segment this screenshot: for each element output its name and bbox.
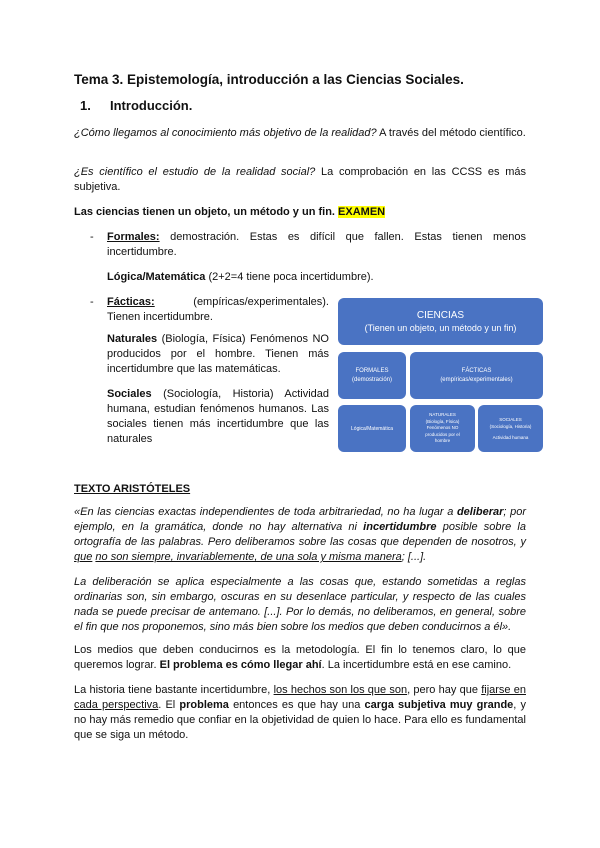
diagram-sociales-line3: Actividad humana <box>492 435 529 440</box>
para2-part-d: entonces es que hay una <box>228 699 365 711</box>
section-number: 1. <box>80 98 91 113</box>
q2-question: ¿Es científico el estudio de la realidad social? <box>74 166 316 178</box>
paragraph-q1 <box>74 126 526 141</box>
quote1-incertidumbre: incertidumbre <box>363 521 437 533</box>
logica-text: (2+2=4 tiene poca incertidumbre). <box>205 271 374 283</box>
diagram-formales-title: FORMALES <box>355 367 389 374</box>
facticas-text: (empíricas/experimentales). Tienen incertidumbre. <box>107 296 329 323</box>
diagram-naturales-line3: Fenómenos NO <box>426 425 459 431</box>
para2-part-c: . El <box>158 699 180 711</box>
quote1-underlined: no son siempre, invariablemente, de una sola y misma manera <box>95 551 402 563</box>
texto-aristoteles-heading: TEXTO ARISTÓTELES <box>74 483 191 495</box>
logica-label: Lógica/Matemática <box>107 271 206 283</box>
para1-part-a: Los medios que deben conducirnos es la metodología. El fin lo tenemos claro, lo que queremos lograr. <box>74 644 526 671</box>
diagram-logica-title: Lógica/Matemática <box>351 425 393 432</box>
ciencias-heading <box>74 206 385 218</box>
paragraph-q2 <box>74 165 526 195</box>
diagram-naturales-box <box>410 405 475 452</box>
quote-2: La deliberación se aplica especialmente a las cosas que, estando sometidas a reglas ordinarias son, sin embargo, oscuras en su desenlace particular, y respecto de las cuales nada se puede precisar de antemano. [...]. Por lo demás, no deliberamos, en general, sobre el fin que nos proponemos, sino más bien sobre los medios que deben conducirnos a él». <box>74 576 526 633</box>
para1-part-b: . La incertidumbre está en ese camino. <box>321 659 512 671</box>
para2-underline-2: fijarse en cada perspectiva <box>74 684 526 711</box>
naturales-label: Naturales <box>107 333 158 345</box>
para2-part-b: , pero hay que <box>407 684 482 696</box>
sociales-item <box>107 387 329 447</box>
examen-highlight: EXAMEN <box>338 206 386 218</box>
para2-bold-2: carga subjetiva muy grande <box>364 699 514 711</box>
sociales-label: Sociales <box>107 388 152 400</box>
para1-bold: El problema es cómo llegar ahí <box>159 659 322 671</box>
formales-label: Formales: <box>107 231 160 243</box>
diagram-root-box <box>338 298 543 345</box>
diagram-facticas-subtitle: (empíricas/experimentales) <box>440 376 513 383</box>
quote1-part-b: ; por ejemplo, en la gramática, donde no hay alternativa ni <box>74 506 526 533</box>
naturales-text: (Biología, Física) Fenómenos NO producidos por el hombre. Tienen más incertidumbre que las matemáticas. <box>107 333 329 375</box>
para2-part-a: La historia tiene bastante incertidumbre, <box>74 684 274 696</box>
naturales-item <box>107 332 329 377</box>
quote1-part-a: «En las ciencias exactas independientes de toda arbitrariedad, no ha lugar a <box>74 506 457 518</box>
para2-part-e: , y no hay más remedio que confiar en la objetividad de quien lo hace. Para ello es fundamental que se siga un método. <box>74 699 527 741</box>
diagram-naturales-line5: hombre <box>434 438 451 444</box>
formales-item <box>107 230 526 260</box>
diagram-formales-box <box>338 352 406 399</box>
quote1-part-e: ; [...]. <box>401 551 427 563</box>
formales-bullet: - <box>90 231 94 243</box>
diagram-facticas-title: FÁCTICAS <box>461 367 492 374</box>
para2-underline-1: los hechos son los que son <box>273 684 408 696</box>
quote-1 <box>74 505 526 565</box>
logica-item <box>107 270 526 285</box>
diagram-sociales-line2: (Sociología, Historia) <box>489 424 532 429</box>
paragraph-historia <box>74 683 526 743</box>
diagram-naturales-title: NATURALES <box>429 412 456 418</box>
diagram-sociales-title: SOCIALES <box>499 417 522 422</box>
paragraph-medios <box>74 643 526 673</box>
diagram-naturales-line2: (Biología, Física) <box>425 418 460 424</box>
quote1-part-c: posible sobre la ortografía de las palabras. Pero deliberamos sobre las cosas que dependen de nosotros, y <box>74 521 526 548</box>
facticas-item <box>107 295 329 325</box>
quote1-deliberar: deliberar <box>456 506 504 518</box>
formales-text: demostración. Estas es difícil que fallen. Estas tienen menos incertidumbre. <box>107 231 526 258</box>
diagram-logica-box <box>338 405 406 452</box>
section-heading <box>80 98 192 113</box>
diagram-sociales-box <box>478 405 543 452</box>
diagram-root-subtitle: (Tienen un objeto, un método y un fin) <box>364 322 517 333</box>
diagram-root-title: CIENCIAS <box>416 309 465 321</box>
section-label: Introducción. <box>110 98 193 113</box>
q1-question: ¿Cómo llegamos al conocimiento más objetivo de la realidad? <box>74 127 377 139</box>
q1-answer: A través del método científico. <box>376 127 526 139</box>
quote1-que: que <box>74 551 93 563</box>
para2-bold-1: problema <box>179 699 229 711</box>
diagram-naturales-line4: producidos por el <box>425 431 460 437</box>
diagram-facticas-box <box>410 352 543 399</box>
document-title: Tema 3. Epistemología, introducción a las Ciencias Sociales. <box>74 72 464 87</box>
sociales-text: (Sociología, Historia) Actividad humana, estudian fenómenos humanos. Las sociales tienen más incertidumbre que las naturales <box>107 388 329 445</box>
q2-answer: La comprobación en las CCSS es más subjetiva. <box>74 166 526 193</box>
ciencias-heading-text: Las ciencias tienen un objeto, un método y un fin. <box>74 206 335 218</box>
facticas-label: Fácticas: <box>107 296 155 308</box>
diagram-formales-subtitle: (demostración) <box>351 376 392 383</box>
facticas-bullet: - <box>90 296 94 308</box>
